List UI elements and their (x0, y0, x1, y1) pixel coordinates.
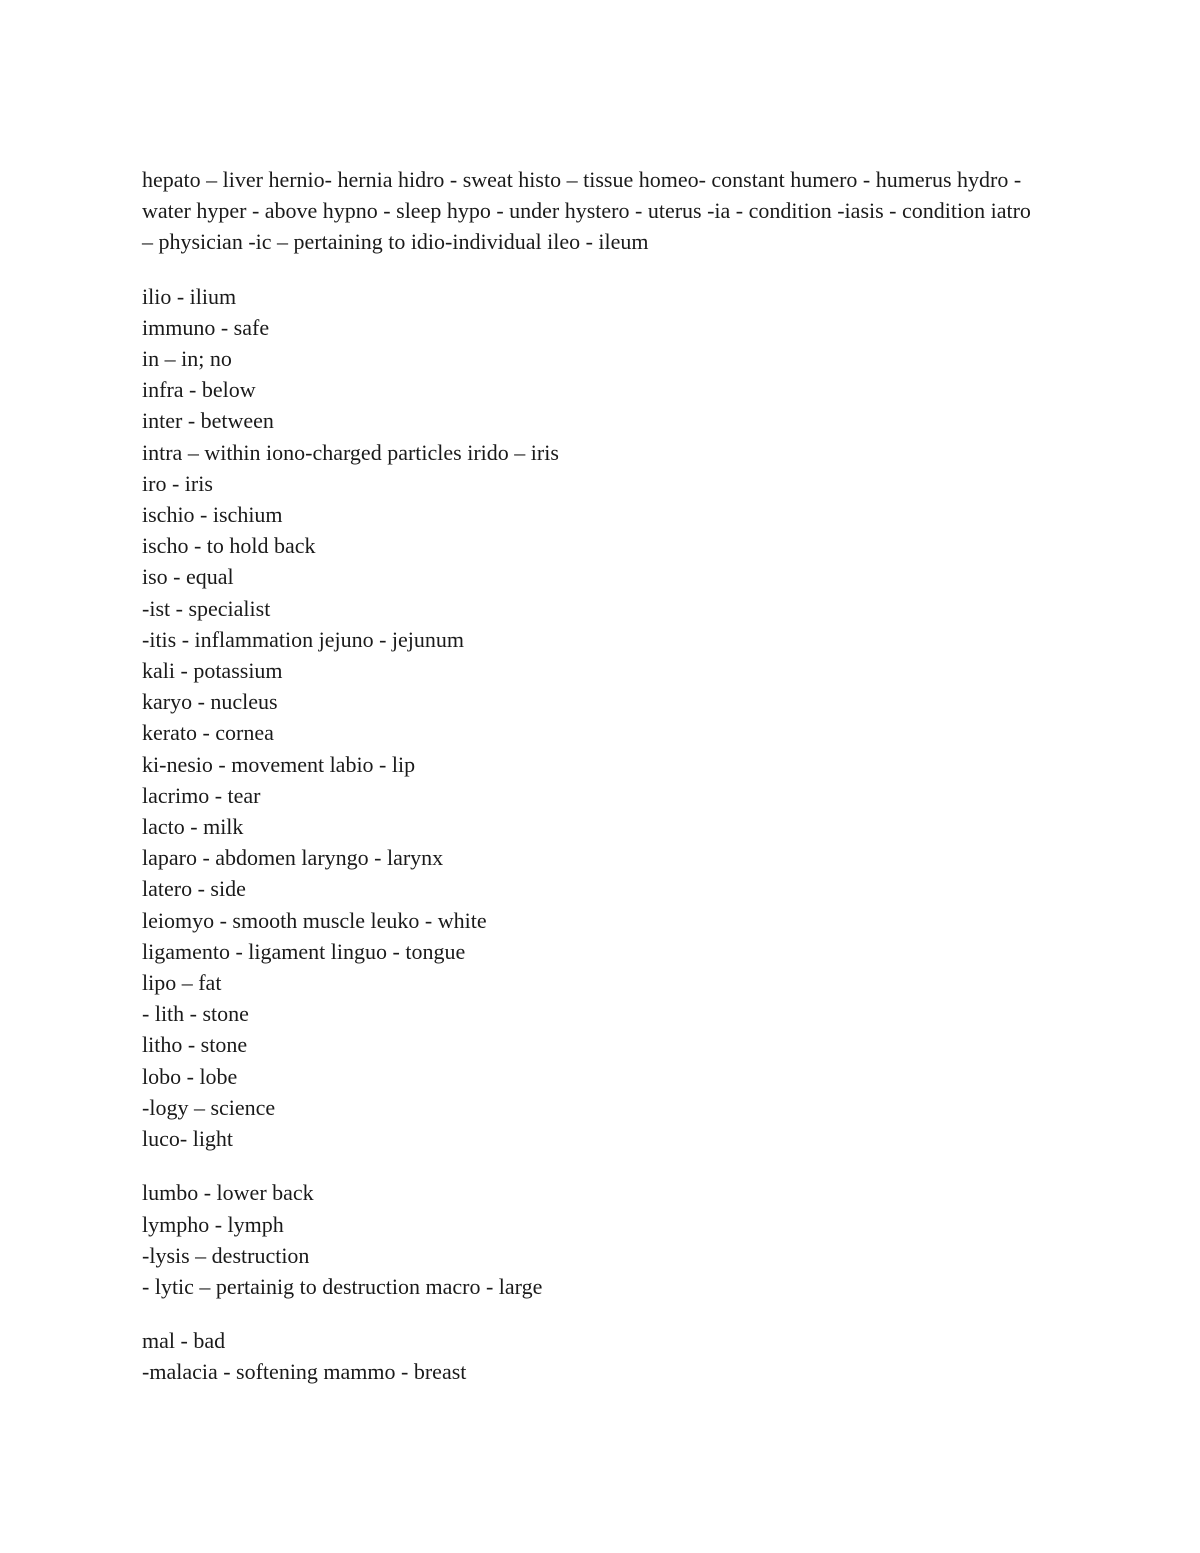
term-line: leiomyo - smooth muscle leuko - white (142, 907, 487, 933)
term-line: ischio - ischium (142, 502, 283, 528)
term-line: litho - stone (142, 1032, 248, 1058)
term-line: intra – within iono-charged particles irido – iris (142, 439, 559, 465)
term-line: latero - side (142, 876, 246, 902)
term-line: luco- light (142, 1126, 234, 1152)
term-line: in – in; no (142, 346, 232, 372)
term-line: iro - iris (142, 470, 213, 496)
term-line: laparo - abdomen laryngo - larynx (142, 845, 444, 871)
term-line: - lytic – pertainig to destruction macro - large (142, 1273, 543, 1299)
paragraph-gap (142, 1154, 1042, 1177)
term-line: infra - below (142, 377, 256, 403)
term-line: -malacia - softening mammo - breast (142, 1359, 467, 1385)
term-line: iso - equal (142, 564, 234, 590)
term-line: lacto - milk (142, 814, 244, 840)
term-line: kali - potassium (142, 658, 283, 684)
term-list-block-1 (142, 281, 1042, 1155)
term-line: ischo - to hold back (142, 533, 316, 559)
term-line: ilio - ilium (142, 283, 237, 309)
term-line: -itis - inflammation jejuno - jejunum (142, 626, 464, 652)
term-line: - lith - stone (142, 1001, 249, 1027)
term-line: -logy – science (142, 1094, 276, 1120)
term-line: lumbo - lower back (142, 1180, 314, 1206)
term-line: immuno - safe (142, 314, 270, 340)
intro-paragraph: hepato – liver hernio- hernia hidro - sweat histo – tissue homeo- constant humero - humerus hydro - water hyper - above hypno - sleep hypo - under hystero - uterus -ia - condition -iasis - condition iatro – physician -ic – pertaining to idio-individual ileo - ileum (142, 167, 1031, 255)
term-line: -ist - specialist (142, 595, 271, 621)
term-line: lympho - lymph (142, 1211, 284, 1237)
term-list-block-3 (142, 1325, 1042, 1387)
term-line: ligamento - ligament linguo - tongue (142, 938, 466, 964)
term-line: ki-nesio - movement labio - lip (142, 751, 416, 777)
term-line: lobo - lobe (142, 1063, 238, 1089)
term-line: mal - bad (142, 1328, 226, 1354)
term-line: kerato - cornea (142, 720, 274, 746)
term-line: lacrimo - tear (142, 782, 261, 808)
term-line: inter - between (142, 408, 274, 434)
paragraph-gap (142, 258, 1042, 281)
term-line: karyo - nucleus (142, 689, 278, 715)
term-line: -lysis – destruction (142, 1242, 310, 1268)
term-list-block-2 (142, 1177, 1042, 1302)
paragraph-gap (142, 1302, 1042, 1325)
document-content (142, 164, 1042, 1388)
term-line: lipo – fat (142, 970, 222, 996)
